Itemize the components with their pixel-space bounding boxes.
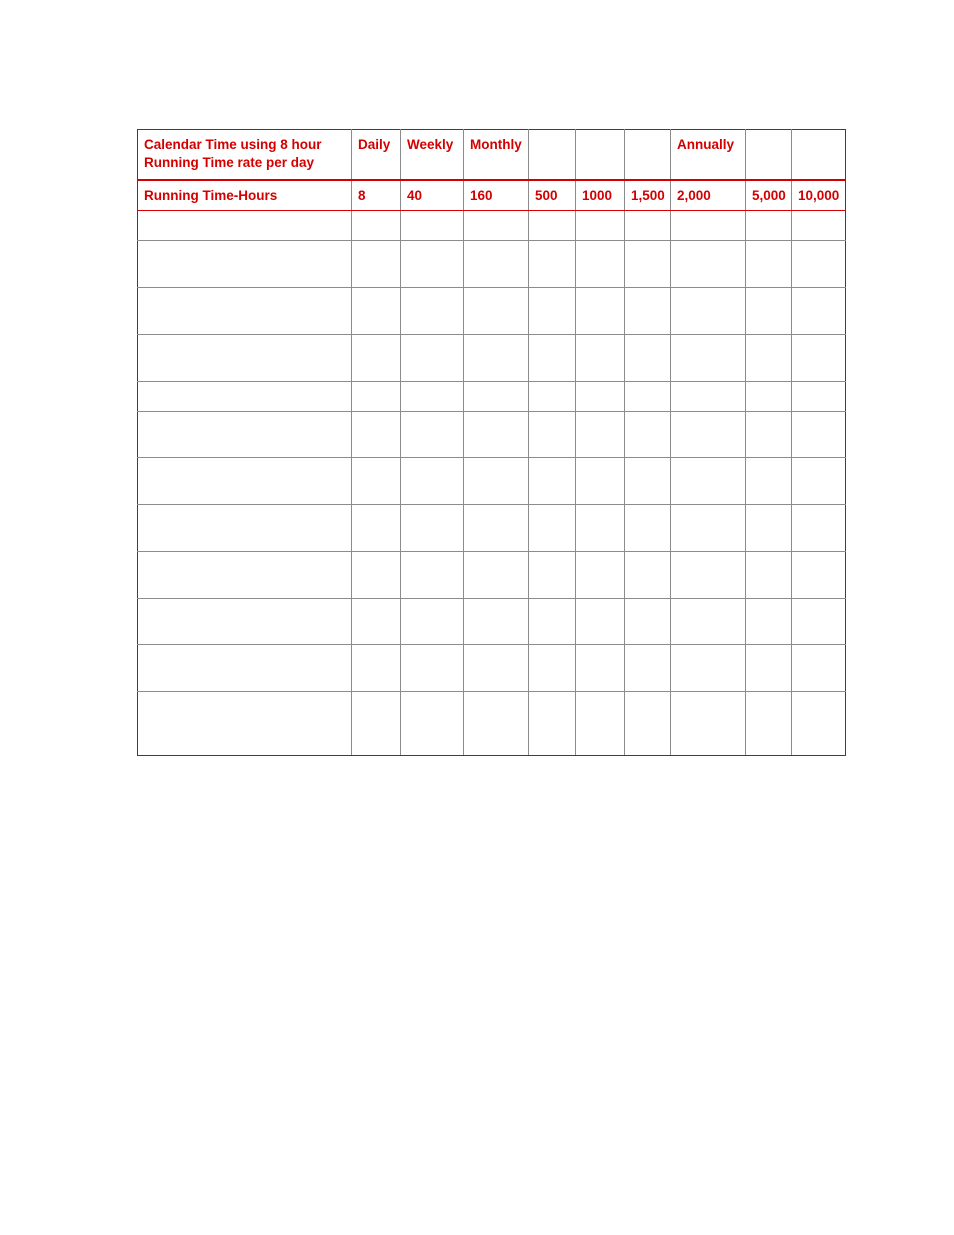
table-row [138,241,846,288]
table-cell-row-label [138,211,352,241]
table-cell-row-label [138,335,352,382]
table-cell-weekly [401,241,464,288]
header-cell-col-5000 [746,130,792,180]
table-cell-col-1500 [625,692,671,756]
table-cell-col-500 [529,505,576,552]
table-cell-col-500 [529,552,576,599]
table-row [138,458,846,505]
table-cell-monthly [464,335,529,382]
table-cell-monthly [464,552,529,599]
table-row [138,288,846,335]
running-time-cell-col-10000: 10,000 [792,180,846,211]
table-cell-col-1000 [576,505,625,552]
table-cell-col-1000 [576,211,625,241]
table-cell-col-5000 [746,505,792,552]
table-cell-col-500 [529,288,576,335]
header-cell-monthly: Monthly [464,130,529,180]
table-row [138,552,846,599]
table-cell-col-1500 [625,412,671,458]
table-cell-weekly [401,382,464,412]
table-cell-col-500 [529,458,576,505]
table-row [138,412,846,458]
table-row [138,211,846,241]
table-cell-annually [671,211,746,241]
table-cell-monthly [464,211,529,241]
table-cell-col-1000 [576,552,625,599]
running-time-cell-weekly: 40 [401,180,464,211]
table-cell-weekly [401,505,464,552]
table-cell-row-label [138,382,352,412]
table-cell-annually [671,552,746,599]
table-cell-monthly [464,599,529,645]
table-row [138,335,846,382]
header-cell-daily: Daily [352,130,401,180]
header-cell-col-10000 [792,130,846,180]
table-cell-daily [352,335,401,382]
table-cell-row-label [138,552,352,599]
running-time-cell-col-1500: 1,500 [625,180,671,211]
table-row [138,505,846,552]
table-cell-col-10000 [792,335,846,382]
table-cell-col-1500 [625,458,671,505]
table-cell-col-1000 [576,382,625,412]
table-cell-daily [352,288,401,335]
table-cell-col-1500 [625,382,671,412]
table-cell-row-label [138,692,352,756]
table-cell-col-500 [529,599,576,645]
table-cell-daily [352,599,401,645]
table-cell-col-500 [529,241,576,288]
table-cell-col-1500 [625,645,671,692]
table-cell-daily [352,382,401,412]
header-cell-weekly: Weekly [401,130,464,180]
header-cell-annually: Annually [671,130,746,180]
table-cell-col-1500 [625,505,671,552]
running-time-row [138,180,846,211]
table-cell-col-10000 [792,211,846,241]
table-cell-annually [671,645,746,692]
table-cell-col-500 [529,211,576,241]
table-cell-annually [671,599,746,645]
table-cell-col-10000 [792,458,846,505]
table-cell-col-10000 [792,288,846,335]
table-row [138,382,846,412]
table-cell-col-10000 [792,382,846,412]
table-cell-col-5000 [746,288,792,335]
table-row [138,599,846,645]
table-cell-annually [671,382,746,412]
header-cell-col-1000 [576,130,625,180]
table-cell-col-10000 [792,645,846,692]
table-cell-row-label [138,505,352,552]
table-cell-daily [352,211,401,241]
table-cell-col-1000 [576,645,625,692]
table-cell-daily [352,412,401,458]
table-cell-col-500 [529,382,576,412]
table-cell-col-5000 [746,241,792,288]
table-cell-col-5000 [746,335,792,382]
table-cell-col-1500 [625,241,671,288]
table-cell-col-5000 [746,211,792,241]
table-row [138,645,846,692]
table-cell-col-5000 [746,458,792,505]
table-cell-daily [352,692,401,756]
table-cell-weekly [401,458,464,505]
table-cell-daily [352,505,401,552]
table-cell-col-500 [529,412,576,458]
table-cell-annually [671,505,746,552]
header-row [138,130,846,180]
running-time-cell-col-500: 500 [529,180,576,211]
table-cell-weekly [401,211,464,241]
table-cell-monthly [464,288,529,335]
running-time-cell-annually: 2,000 [671,180,746,211]
table-cell-monthly [464,645,529,692]
table-cell-daily [352,552,401,599]
table-cell-col-10000 [792,552,846,599]
table-cell-row-label [138,288,352,335]
table-cell-col-5000 [746,645,792,692]
table-cell-col-10000 [792,505,846,552]
table-row [138,692,846,756]
table-cell-weekly [401,412,464,458]
running-time-cell-col-1000: 1000 [576,180,625,211]
table-cell-row-label [138,458,352,505]
table-cell-col-10000 [792,241,846,288]
table-cell-col-10000 [792,412,846,458]
table-cell-annually [671,335,746,382]
table-cell-weekly [401,599,464,645]
table-cell-col-1000 [576,241,625,288]
table-cell-monthly [464,458,529,505]
header-cell-col-1500 [625,130,671,180]
table-cell-col-1500 [625,552,671,599]
table-cell-annually [671,692,746,756]
table-cell-weekly [401,335,464,382]
table-cell-monthly [464,241,529,288]
table-cell-col-5000 [746,599,792,645]
table-cell-col-1500 [625,599,671,645]
table-cell-col-1000 [576,288,625,335]
running-time-cell-monthly: 160 [464,180,529,211]
table-cell-monthly [464,505,529,552]
table-cell-row-label [138,645,352,692]
table-cell-col-5000 [746,382,792,412]
table-cell-col-1500 [625,288,671,335]
table-cell-monthly [464,382,529,412]
table-cell-col-5000 [746,552,792,599]
table-cell-monthly [464,412,529,458]
table-cell-col-500 [529,645,576,692]
table-cell-daily [352,241,401,288]
table-cell-weekly [401,692,464,756]
table-cell-col-1000 [576,599,625,645]
header-cell-row-label: Calendar Time using 8 hour Running Time rate per day [138,130,352,180]
table-cell-col-1000 [576,458,625,505]
table-cell-monthly [464,692,529,756]
table-cell-col-1500 [625,335,671,382]
table-cell-weekly [401,552,464,599]
table-cell-annually [671,412,746,458]
table-cell-annually [671,288,746,335]
table-cell-row-label [138,599,352,645]
table-cell-daily [352,645,401,692]
running-time-cell-row-label: Running Time-Hours [138,180,352,211]
table-cell-col-500 [529,335,576,382]
table-cell-daily [352,458,401,505]
table-cell-annually [671,458,746,505]
running-time-cell-daily: 8 [352,180,401,211]
table-cell-col-1500 [625,211,671,241]
table-cell-col-10000 [792,692,846,756]
table-cell-col-5000 [746,412,792,458]
table-cell-weekly [401,288,464,335]
running-time-cell-col-5000: 5,000 [746,180,792,211]
table-cell-col-5000 [746,692,792,756]
table-cell-col-1000 [576,335,625,382]
table-cell-col-500 [529,692,576,756]
table-cell-annually [671,241,746,288]
table-cell-col-1000 [576,412,625,458]
table-cell-col-1000 [576,692,625,756]
header-cell-col-500 [529,130,576,180]
table-cell-row-label [138,412,352,458]
running-time-table [137,129,846,756]
table-cell-row-label [138,241,352,288]
table-cell-col-10000 [792,599,846,645]
table-cell-weekly [401,645,464,692]
